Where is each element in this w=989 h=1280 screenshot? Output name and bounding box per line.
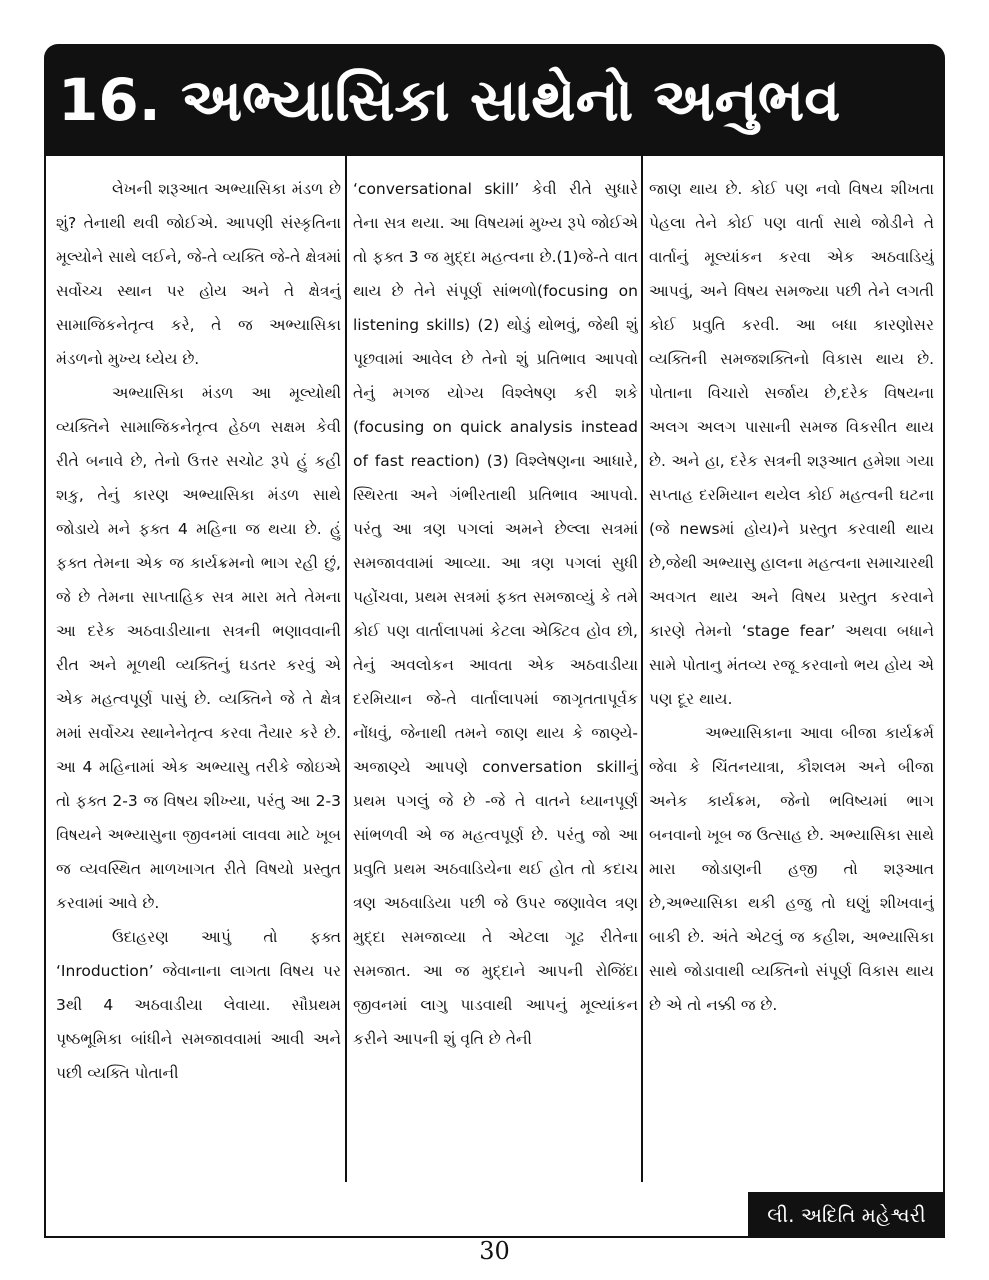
text-column-3 <box>649 172 934 1182</box>
author-signature: લી. અદિતિ મહેશ્વરી <box>748 1192 945 1238</box>
paragraph: અભ્યાસિકા મંડળ આ મૂલ્યોથી વ્યક્તિને સામાજિકનેતૃત્વ હેઠળ સક્ષમ કેવી રીતે બનાવે છે, તેનો ઉત્તર સચોટ રૂપે હું કહી શકુ, તેનું કારણ અભ્યાસિકા મંડળ સાથે જોડાયે મને ફક્ત 4 મહિના જ થયા છે. હું ફક્ત તેમના એક જ કાર્યક્રમનો ભાગ રહી છું, જે છે તેમના સાપ્તાહિક સત્ર મારા મતે તેમના આ દરેક અઠવાડીયાના સત્રની ભણાવવાની રીત અને મૂળથી વ્યક્તિનું ઘડતર કરવું એ એક મહત્વપૂર્ણ પાસું છે. વ્યક્તિને જે તે ક્ષેત્ર મમાં સર્વોચ્ચ સ્થાનેનેતૃત્વ કરવા તૈયાર કરે છે. આ 4 મહિનામાં એક અભ્યાસુ તરીકે જોઇએ તો ફક્ત 2-3 જ વિષય શીખ્યા, પરંતુ આ 2-3 વિષયને અભ્યાસુના જીવનમાં લાવવા માટે ખૂબ જ વ્યવસ્થિત માળખાગત રીતે વિષયો પ્રસ્તુત કરવામાં આવે છે. <box>56 384 341 912</box>
paragraph: જાણ થાય છે. કોઈ પણ નવો વિષય શીખતા પેહલા તેને કોઈ પણ વાર્તા સાથે જોડીને તે વાર્તાનું મૂલ્યાંકન કરવા એક અઠવાડિયું આપવું, અને વિષય સમજ્યા પછી તેને લગતી કોઈ પ્રવુતિ કરવી. આ બધા કારણોસર વ્યક્તિની સમજશક્તિનો વિકાસ થાય છે. પોતાના વિચારો સર્જાય છે,દરેક વિષયના અલગ અલગ પાસાની સમજ વિકસીત થાય છે. અને હા, દરેક સત્રની શરૂઆત હમેશા ગયા સપ્તાહ દરમિયાન થયેલ કોઈ મહત્વની ઘટના (જે newsમાં હોય)ને પ્રસ્તુત કરવાથી થાય છે,જેથી અભ્યાસુ હાલના મહત્વના સમાચારથી અવગત થાય અને વિષય પ્રસ્તુત કરવાને કારણે તેમનો ‘stage fear’ અથવા બધાને સામે પોતાનુ મંતવ્ય રજૂ કરવાનો ભય હોય એ પણ દૂર થાય. <box>649 180 934 708</box>
column-divider-1 <box>345 156 347 1182</box>
paragraph: ‘conversational skill’ કેવી રીતે સુધારે તેના સત્ર થયા. આ વિષયમાં મુખ્ય રૂપે જોઈએ તો ફક્ત 3 જ મુદ્દા મહત્વના છે.(1)જે-તે વાત થાય છે તેને સંપૂર્ણ સાંભળો(focusing on listening skills) (2) થોડું થોભવું, જેથી શું પૂછવામાં આવેલ છે તેનો શું પ્રતિભાવ આપવો તેનું મગજ યોગ્ય વિશ્લેષણ કરી શકે (focusing on quick analysis instead of fast reaction) (3) વિશ્લેષણના આધારે, સ્થિરતા અને ગંભીરતાથી પ્રતિભાવ આપવો. પરંતુ આ ત્રણ પગલાં અમને છેલ્લા સત્રમાં સમજાવવામાં આવ્યા. આ ત્રણ પગલાં સુધી પહોંચવા, પ્રથમ સત્રમાં ફક્ત સમજાવ્યું કે તમે કોઈ પણ વાર્તાલાપમાં કેટલા એક્ટિવ હોવ છો, તેનું અવલોકન આવતા એક અઠવાડીયા દરમિયાન જે-તે વાર્તાલાપમાં જાગૃતતાપૂર્વક નોંધવું, જેનાથી તમને જાણ થાય કે જાણ્યે-અજાણ્યે આપણે conversation skillનું પ્રથમ પગલું જે છે -જે તે વાતને ધ્યાનપૂર્ણ સાંભળવી એ જ મહત્વપૂર્ણ છે. પરંતુ જો આ પ્રવુતિ પ્રથમ અઠવાડિયેના થઈ હોત તો કદાચ ત્રણ અઠવાડિયા પછી જે ઉપર જણાવેલ ત્રણ મુદ્દા સમજાવ્યા તે એટલા ગૂઢ રીતેના સમજાત. આ જ મુદ્દાને આપની રોજિંદા જીવનમાં લાગુ પાડવાથી આપનું મૂલ્યાંકન કરીને આપની શું વૃતિ છે તેની <box>353 180 638 1048</box>
text-column-2 <box>353 172 638 1182</box>
article-title: 16. અભ્યાસિકા સાથેનો અનુભવ <box>44 44 945 156</box>
column-divider-2 <box>641 156 643 1182</box>
paragraph: અભ્યાસિકાના આવા બીજા કાર્યક્રર્મ જેવા કે ચિંતનયાત્રા, કૌશલમ અને બીજા અનેક કાર્યક્રમ, જેનો ભવિષ્યમાં ભાગ બનવાનો ખૂબ જ ઉત્સાહ છે. અભ્યાસિકા સાથે મારા જોડાણની હજી તો શરૂઆત છે,અભ્યાસિકા થકી હજુ તો ઘણું શીખવાનું બાકી છે. અંતે એટલું જ કહીશ, અભ્યાસિકા સાથે જોડાવાથી વ્યક્તિનો સંપૂર્ણ વિકાસ થાય છે એ તો નક્કી જ છે. <box>649 724 934 1014</box>
paragraph: ઉદાહરણ આપું તો ફક્ત ‘Inroduction’ જેવાનાના લાગતા વિષય પર 3થી 4 અઠવાડીયા લેવાયા. સૌપ્રથમ પૃષ્ઠભૂમિકા બાંધીને સમજાવવામાં આવી અને પછી વ્યક્તિ પોતાની <box>56 928 341 1082</box>
text-column-1 <box>56 172 341 1182</box>
page-number: 30 <box>479 1237 510 1265</box>
paragraph: લેખની શરૂઆત અભ્યાસિકા મંડળ છે શું? તેનાથી થવી જોઈએ. આપણી સંસ્કૃતિના મૂલ્યોને સાથે લઈને, જે-તે વ્યક્તિ જે-તે ક્ષેત્રમાં સર્વોચ્ચ સ્થાન પર હોય અને તે ક્ષેત્રનું સામાજિકનેતૃત્વ કરે, તે જ અભ્યાસિકા મંડળનો મુખ્ય ધ્યેય છે. <box>56 180 341 368</box>
